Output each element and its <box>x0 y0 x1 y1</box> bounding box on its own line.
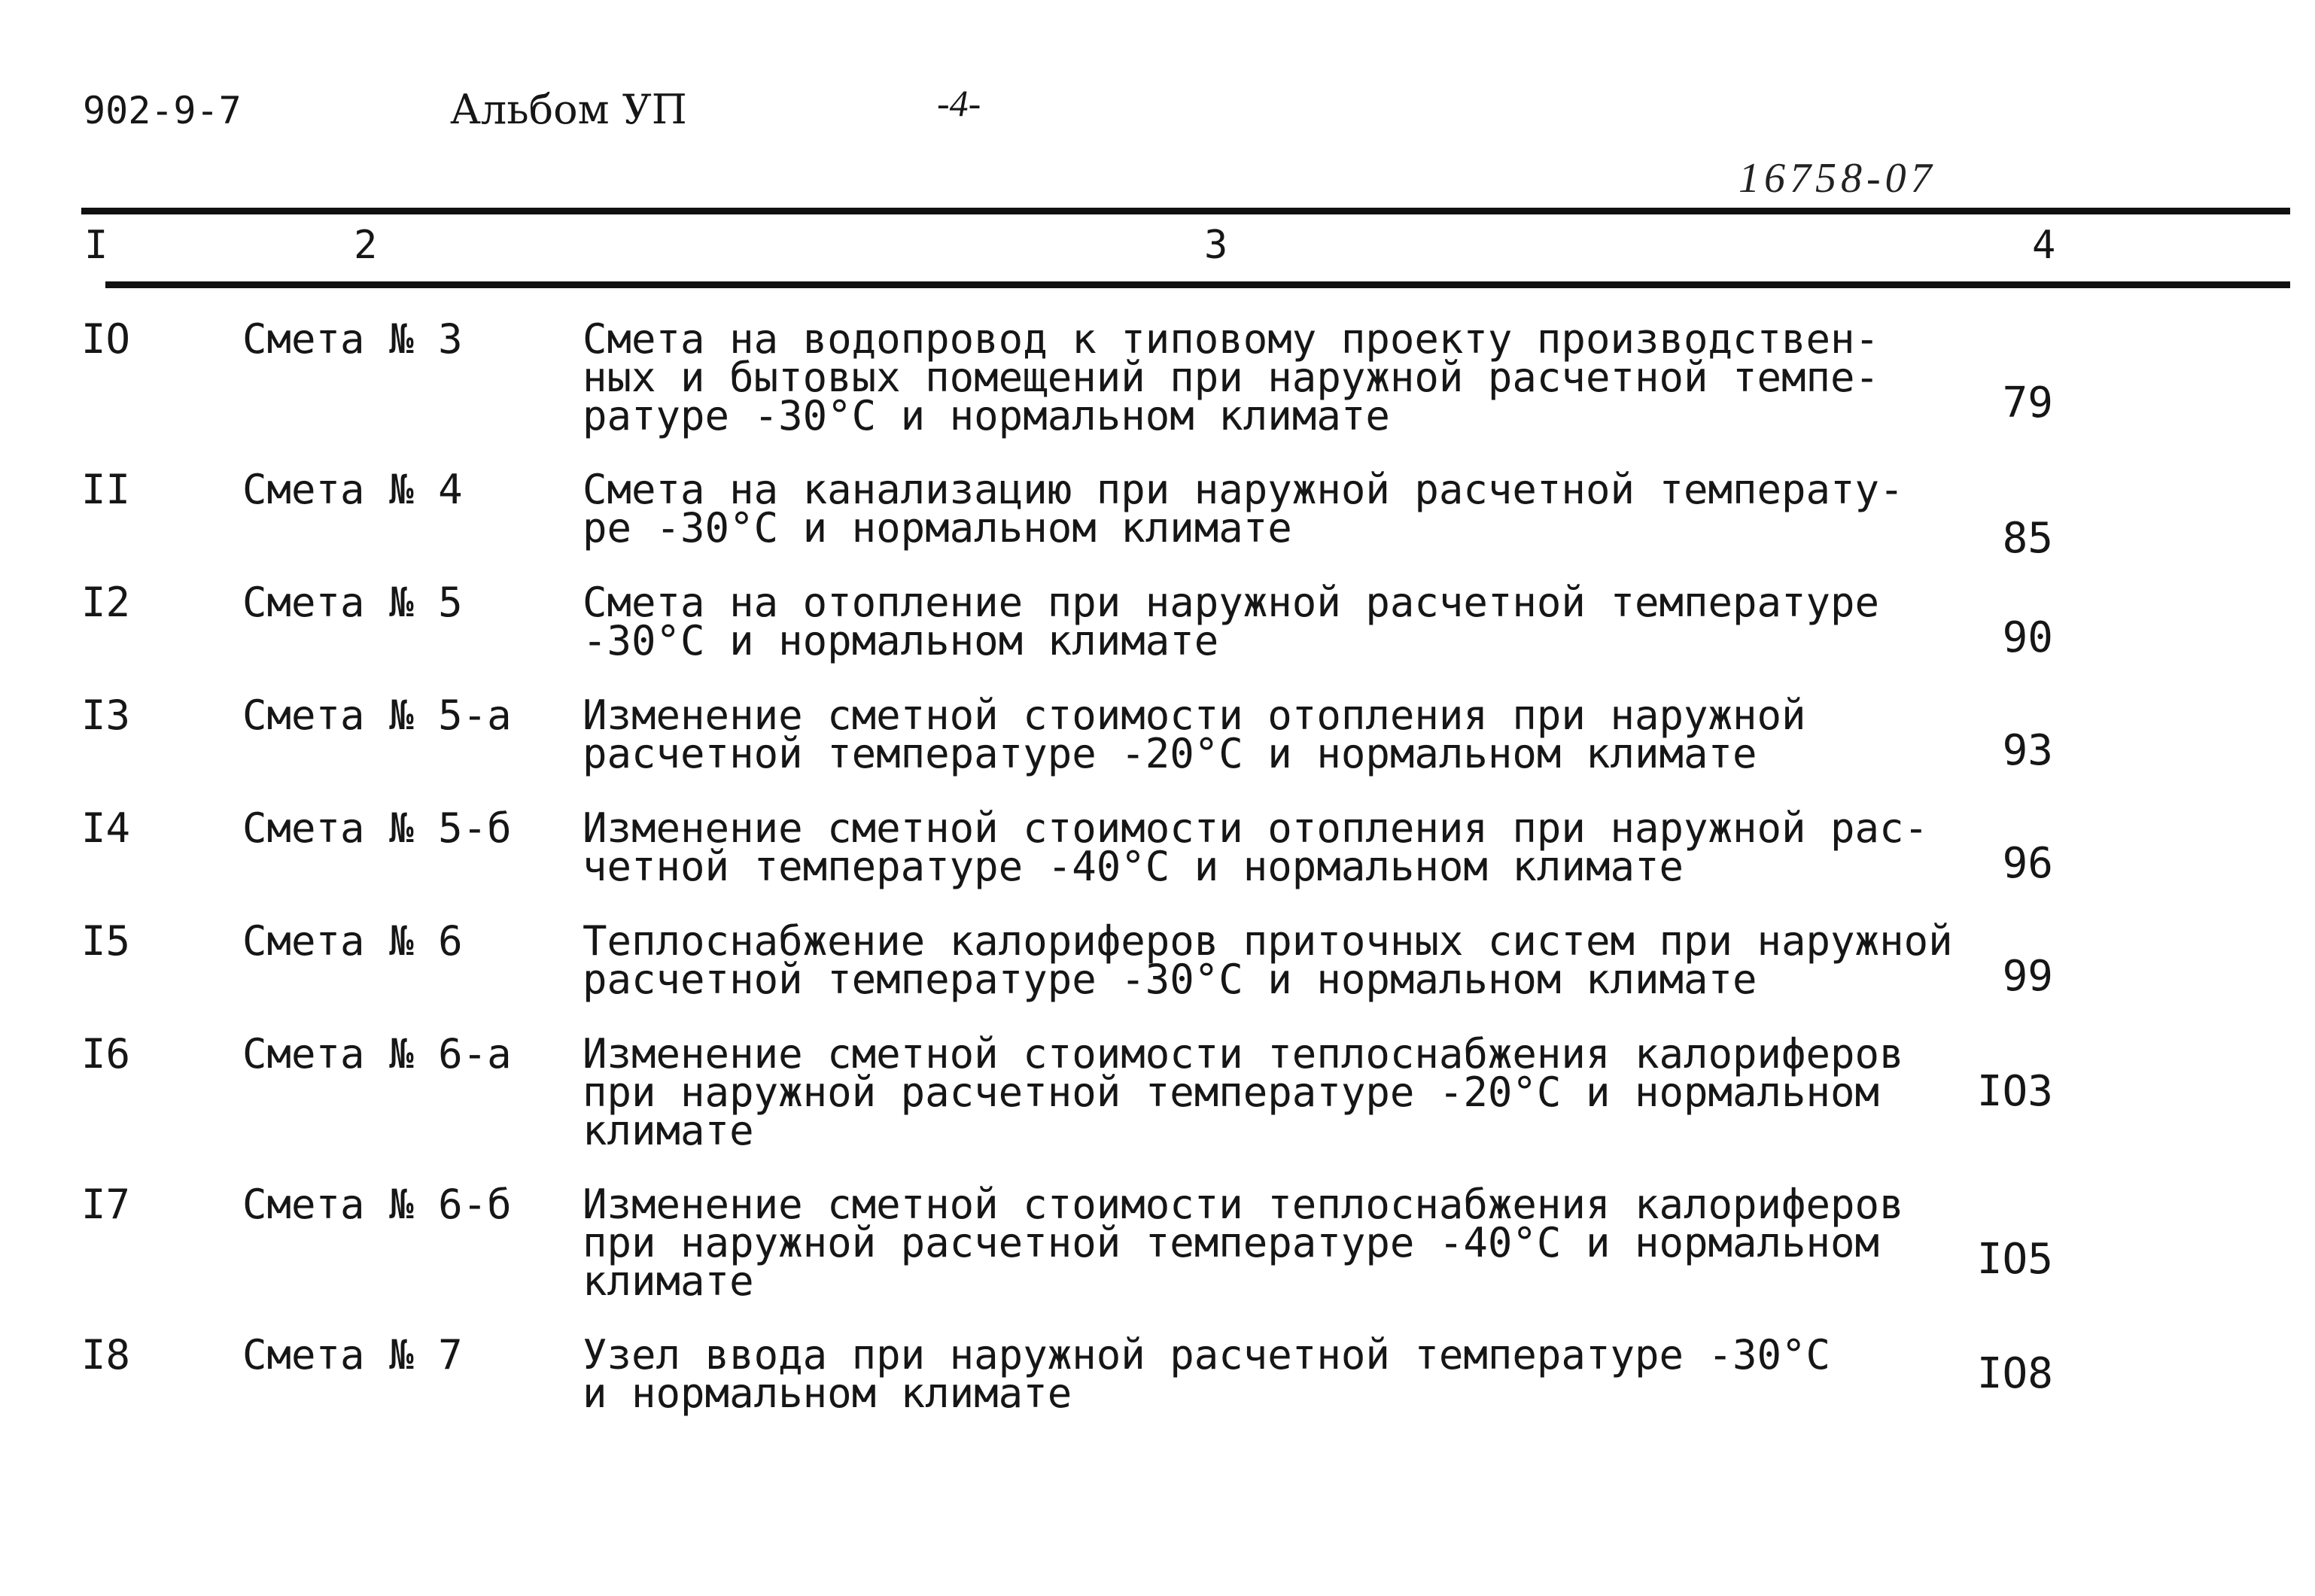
description-line: Теплоснабжение калориферов приточных систем при наружной <box>583 917 1953 965</box>
row-number: IO <box>81 315 131 363</box>
row-page-ref: 79 <box>2002 378 2053 427</box>
description-line: расчетной температуре -30°С и нормальном климате <box>583 956 1757 1003</box>
row-number: I7 <box>81 1181 131 1228</box>
estimate-label: Смета № 5 <box>242 579 463 626</box>
description-line: Смета на водопровод к типовому проекту производствен- <box>583 315 1880 363</box>
description-line: Изменение сметной стоимости теплоснабжения калориферов <box>583 1181 1904 1228</box>
column-header-4: 4 <box>2032 223 2056 268</box>
table-header-rule <box>105 281 2290 288</box>
row-description <box>583 1030 1904 1154</box>
document-code: 902-9-7 <box>83 89 242 132</box>
row-page-ref: 99 <box>2002 952 2053 1001</box>
estimate-label: Смета № 5-а <box>242 692 512 739</box>
estimate-label: Смета № 6-а <box>242 1030 512 1078</box>
estimate-label: Смета № 7 <box>242 1331 463 1379</box>
description-line: Изменение сметной стоимости отопления при наружной <box>583 692 1806 739</box>
column-header-1: I <box>84 223 108 268</box>
row-description <box>583 1331 1831 1417</box>
row-number: I5 <box>81 917 131 965</box>
row-number: I6 <box>81 1030 131 1078</box>
row-description <box>583 315 1880 439</box>
row-number: I3 <box>81 692 131 739</box>
estimate-label: Смета № 3 <box>242 315 463 363</box>
row-number: I4 <box>81 804 131 852</box>
description-line: Узел ввода при наружной расчетной температуре -30°С <box>583 1331 1831 1379</box>
estimate-label: Смета № 6-б <box>242 1181 512 1228</box>
description-line: ре -30°С и нормальном климате <box>583 504 1292 552</box>
description-line: расчетной температуре -20°С и нормальном климате <box>583 730 1757 777</box>
row-description <box>583 1181 1904 1305</box>
row-description <box>583 692 1806 777</box>
description-line: климате <box>583 1257 754 1305</box>
row-description <box>583 804 1929 890</box>
row-description <box>583 917 1953 1003</box>
description-line: Изменение сметной стоимости теплоснабжения калориферов <box>583 1030 1904 1078</box>
description-line: при наружной расчетной температуре -40°С и нормальном <box>583 1219 1880 1266</box>
description-line: Изменение сметной стоимости отопления при наружной рас- <box>583 804 1929 852</box>
estimate-label: Смета № 5-б <box>242 804 512 852</box>
column-header-3: 3 <box>1204 223 1228 268</box>
row-page-ref: 90 <box>2002 613 2053 662</box>
row-page-ref: IO5 <box>1976 1235 2053 1284</box>
description-line: -30°С и нормальном климате <box>583 617 1219 664</box>
row-description <box>583 466 1904 552</box>
row-number: I2 <box>81 579 131 626</box>
row-page-ref: IO3 <box>1976 1067 2053 1116</box>
row-number: I8 <box>81 1331 131 1379</box>
estimate-label: Смета № 6 <box>242 917 463 965</box>
description-line: климате <box>583 1107 754 1154</box>
description-line: Смета на отопление при наружной расчетной температуре <box>583 579 1880 626</box>
description-line: Смета на канализацию при наружной расчетной температу- <box>583 466 1904 513</box>
table-top-rule <box>81 208 2290 214</box>
row-number: II <box>81 466 131 513</box>
description-line: четной температуре -40°С и нормальном климате <box>583 843 1684 890</box>
handwritten-stamp-number: 16758-07 <box>1739 155 1936 202</box>
column-header-2: 2 <box>354 223 378 268</box>
row-description <box>583 579 1880 664</box>
album-title: Альбом УП <box>450 86 687 133</box>
row-page-ref: 93 <box>2002 726 2053 775</box>
description-line: и нормальном климате <box>583 1370 1072 1417</box>
description-line: при наружной расчетной температуре -20°С и нормальном <box>583 1069 1880 1116</box>
row-page-ref: 96 <box>2002 839 2053 888</box>
page-number: -4- <box>937 82 981 124</box>
description-line: ратуре -30°С и нормальном климате <box>583 392 1390 439</box>
estimate-label: Смета № 4 <box>242 466 463 513</box>
row-page-ref: IO8 <box>1976 1349 2053 1398</box>
row-page-ref: 85 <box>2002 514 2053 563</box>
description-line: ных и бытовых помещений при наружной расчетной темпе- <box>583 354 1880 401</box>
